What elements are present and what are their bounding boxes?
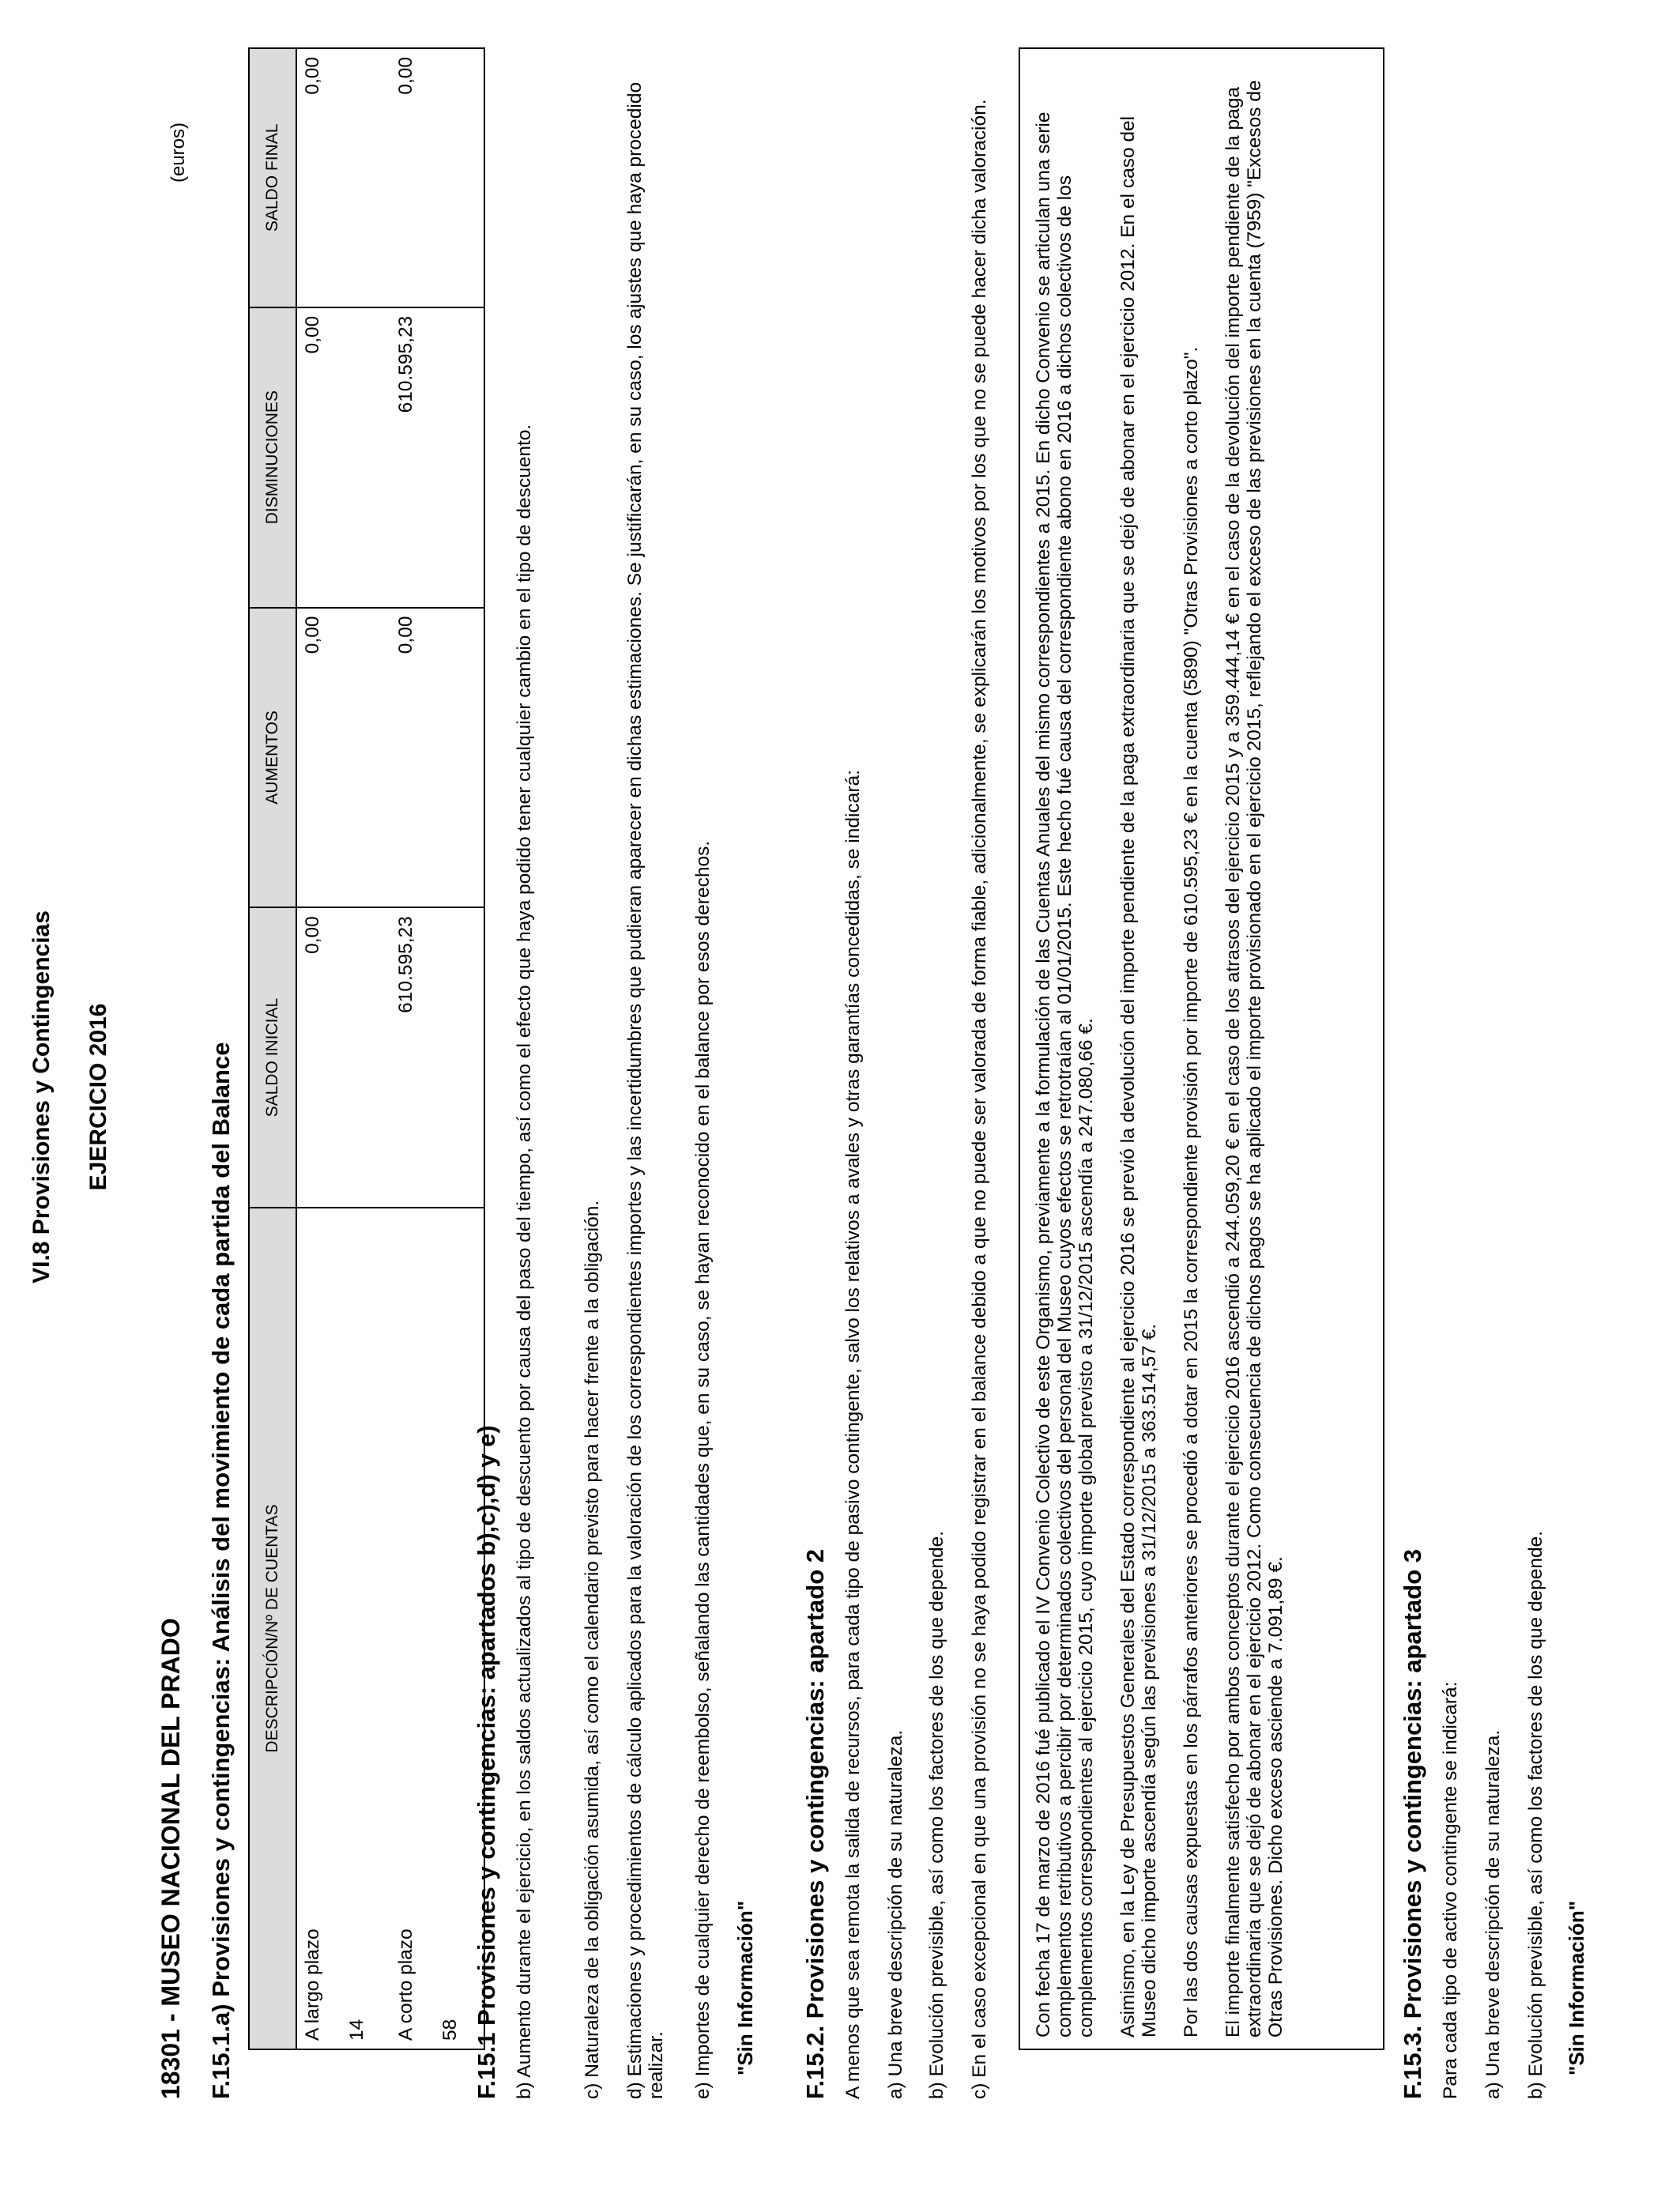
paragraph-f153-intro: Para cada tipo de activo contingente se indicará:: [1440, 1681, 1461, 2099]
disminuciones-cell: 610.595,23: [390, 307, 484, 608]
saldo-final-cell: 0,00: [390, 48, 484, 307]
table-row: [390, 48, 484, 2049]
paragraph-f152-intro: A menos que sea remota la salida de recursos, para cada tipo de pasivo contingente, salvo los relativos a avales y otras garantías concedidas, se indicará:: [842, 770, 864, 2099]
paragraph-f152-b: b) Evolución previsible, así como los factores de los que depende.: [926, 1530, 947, 2099]
table-row: [296, 48, 390, 2049]
box-paragraph-2: Asimismo, en la Ley de Presupuestos Generales del Estado correspondiente al ejercicio 2016 se previó la devolución del importe pendiente de la paga extraordinaria que se dejó de abonar en el ejercicio 2012. En el caso del Museo dicho importe ascendía según las previsiones a 31/12/2015 a 363.514,57 €.: [1117, 115, 1160, 2038]
column-header: AUMENTOS: [249, 608, 296, 908]
row-description: [296, 1208, 390, 2049]
explanation-box: [1019, 47, 1384, 2050]
paragraph-f153-a: a) Una breve descripción de su naturaleza.: [1482, 1729, 1504, 2099]
organization-heading: 18301 - MUSEO NACIONAL DEL PRADO: [156, 1618, 185, 2099]
box-paragraph-3: Por las dos causas expuestas en los párrafos anteriores se procedió a dotar en 2015 la correspondiente provisión por importe de 610.595,23 € en la cuenta (5890) "Otras Provisiones a corto plazo".: [1181, 346, 1202, 2038]
row-label: A largo plazo: [302, 1928, 323, 2041]
section-heading-f153: F.15.3. Provisiones y contingencias: apartado 3: [1399, 1548, 1426, 2099]
saldo-inicial-cell: 0,00: [296, 907, 390, 1208]
column-header: SALDO FINAL: [249, 48, 296, 307]
section-heading-f152: F.15.2. Provisiones y contingencias: apartado 2: [801, 1548, 829, 2099]
account-code: 14: [346, 2019, 367, 2041]
sin-informacion-label: "Sin Información": [733, 1900, 757, 2075]
row-label: A corto plazo: [395, 1928, 416, 2041]
box-paragraph-4: El importe finalmente satisfecho por ambos conceptos durante el ejercicio 2016 ascendió a 244.059,20 € en el caso de los atrasos del ejercicio 2015 y a 359.444,14 € en el caso de la devolución del importe pendiente de la paga extraordinaria que se dejó de abonar en el ejercicio 2012. Como consecuencia de dichos pagos se ha aplicado el importe provisionado en el ejercicio 2015, reflejando el exceso de las previsiones en la cuenta (7959) "Excesos de Otras Provisiones. Dicho exceso asciende a 7.091,89 €.: [1222, 80, 1286, 2038]
paragraph-f151-c: c) Naturaleza de la obligación asumida, así como el calendario previsto para hacer frente a la obligación.: [582, 1200, 603, 2099]
saldo-final-cell: 0,00: [296, 48, 390, 307]
sin-informacion-label: "Sin Información": [1565, 1900, 1588, 2075]
aumentos-cell: 0,00: [390, 608, 484, 908]
unit-label: (euros): [168, 122, 189, 183]
column-header: DESCRIPCIÓN/Nº DE CUENTAS: [249, 1208, 296, 2049]
page-title: VI.8 Provisiones y Contingencias: [28, 910, 55, 1284]
movement-table: [248, 47, 485, 2050]
paragraph-f153-b: b) Evolución previsible, así como los factores de los que depende.: [1525, 1530, 1546, 2099]
page-subtitle: EJERCICIO 2016: [85, 1003, 111, 1191]
column-header: SALDO INICIAL: [249, 907, 296, 1208]
column-header: DISMINUCIONES: [249, 307, 296, 608]
section-heading-f151a: F.15.1.a) Provisiones y contingencias: Análisis del movimiento de cada partida del Balance: [207, 1042, 235, 2099]
paragraph-f151-b: b) Aumento durante el ejercicio, en los saldos actualizados al tipo de descuento por causa del paso del tiempo, así como el efecto que haya podido tener cualquier cambio en el tipo de descuento.: [514, 424, 535, 2099]
saldo-inicial-cell: 610.595,23: [390, 907, 484, 1208]
paragraph-f151-e: e) Importes de cualquier derecho de reembolso, señalando las cantidades que, en su caso, se hayan reconocido en el balance por esos derechos.: [692, 840, 714, 2099]
aumentos-cell: 0,00: [296, 608, 390, 908]
disminuciones-cell: 0,00: [296, 307, 390, 608]
paragraph-f152-c: c) En el caso excepcional en que una provisión no se haya podido registrar en el balance debido a que no puede ser valorada de forma fiable, adicionalmente, se explicarán los motivos por los que no se puede hacer dicha valoración.: [969, 99, 990, 2099]
table-header-row: [249, 48, 296, 2049]
row-description: [390, 1208, 484, 2049]
box-paragraph-1: Con fecha 17 de marzo de 2016 fué publicado el IV Convenio Colectivo de este Organismo, previamente a la formulación de las Cuentas Anuales del mismo correspondientes a 2015. En dicho Convenio se articulan una serie complementos retributivos a percibir por determinados colectivos del personal del Museo cuyos efectos se retrotraían al 01/01/2015. Este hecho fué causa del correspondiente abono en 2016 a dichos colectivos de los complementos correspondientes al ejercicio 2015, cuyo importe global previsto a 31/12/2015 ascendía a 247.080,66 €.: [1033, 111, 1097, 2038]
paragraph-f152-a: a) Una breve descripción de su naturaleza.: [885, 1729, 906, 2099]
account-code: 58: [439, 2019, 461, 2041]
paragraph-f151-d: d) Estimaciones y procedimientos de cálculo aplicados para la valoración de los correspondientes importes y las incertidumbres que pudieran aparecer en dichas estimaciones. Se justificarán, en su caso, los ajustes que haya procedido realizar.: [624, 81, 667, 2099]
section-heading-f151: F.15.1 Provisiones y contingencias: apartados b),c),d) y e): [473, 1425, 500, 2099]
